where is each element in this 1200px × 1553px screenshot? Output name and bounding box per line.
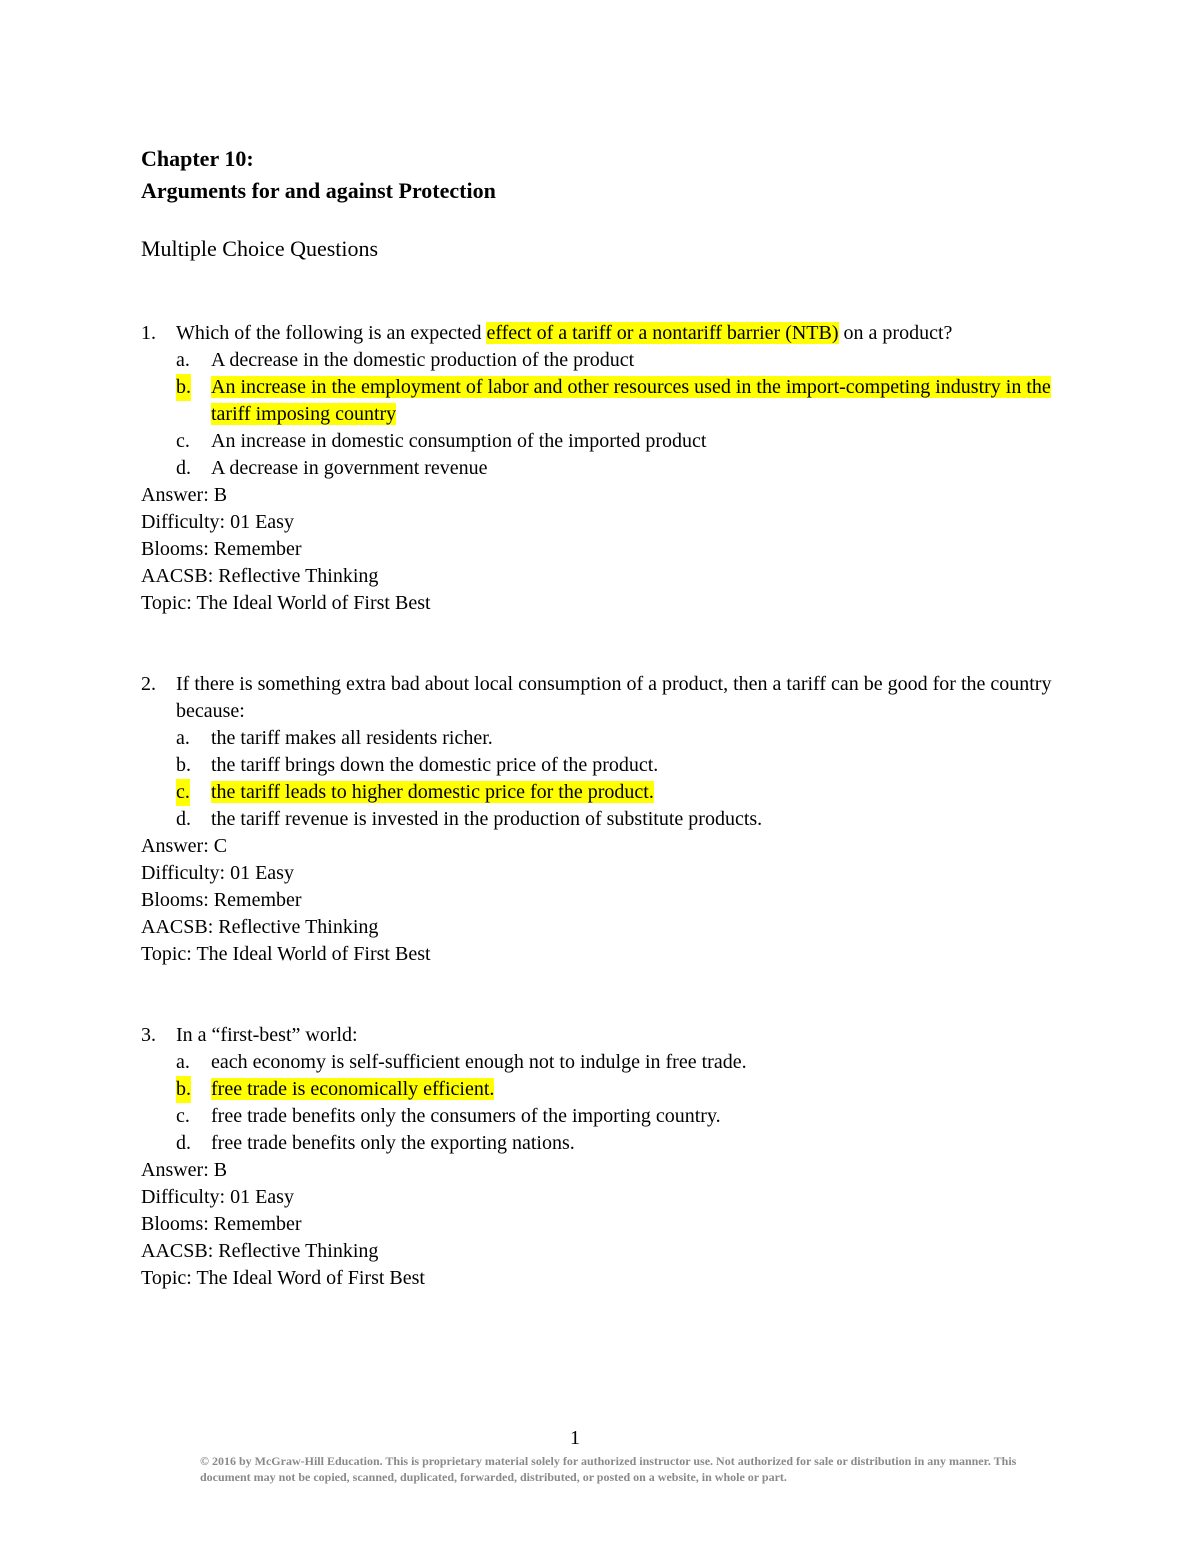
stem-text: If there is something extra bad about local consumption of a product, then a tariff can be good for the country because: — [176, 673, 1052, 722]
option-letter: c. — [176, 430, 190, 452]
answer-key: Answer: B — [141, 484, 228, 506]
option-letter: b. — [176, 754, 191, 776]
difficulty: Difficulty: 01 Easy — [141, 511, 294, 533]
aacsb: AACSB: Reflective Thinking — [141, 565, 379, 587]
page-number: 1 — [570, 1427, 580, 1449]
option-letter: c. — [176, 779, 190, 806]
option-text: An increase in the employment of labor and other resources used in the import-competing industry in the tariff imposing country — [211, 376, 1051, 425]
option-text: the tariff leads to higher domestic price for the product. — [211, 781, 654, 803]
topic: Topic: The Ideal World of First Best — [141, 943, 431, 965]
question-1 — [141, 320, 1081, 617]
answer-options — [141, 725, 1081, 833]
question-number: 1. — [141, 322, 156, 344]
answer-key: Answer: B — [141, 1159, 228, 1181]
option-text: free trade benefits only the consumers of the importing country. — [211, 1105, 721, 1127]
section-title: Multiple Choice Questions — [141, 236, 379, 261]
option-c-correct — [141, 779, 1081, 806]
option-letter: d. — [176, 457, 191, 479]
option-text: free trade benefits only the exporting nations. — [211, 1132, 575, 1154]
option-text: the tariff revenue is invested in the production of substitute products. — [211, 808, 763, 830]
topic: Topic: The Ideal Word of First Best — [141, 1267, 425, 1289]
option-b — [141, 752, 1081, 779]
question-3 — [141, 1022, 1081, 1292]
question-number: 2. — [141, 673, 156, 695]
document-body — [141, 143, 1081, 1292]
aacsb: AACSB: Reflective Thinking — [141, 1240, 379, 1262]
blooms: Blooms: Remember — [141, 1213, 302, 1235]
option-a — [141, 347, 1081, 374]
option-b-correct — [141, 1076, 1081, 1103]
option-b-correct — [141, 374, 1081, 428]
blooms: Blooms: Remember — [141, 538, 302, 560]
option-letter: a. — [176, 727, 190, 749]
option-d — [141, 455, 1081, 482]
blooms: Blooms: Remember — [141, 889, 302, 911]
aacsb: AACSB: Reflective Thinking — [141, 916, 379, 938]
answer-options — [141, 347, 1081, 482]
stem-text: In a “first-best” world: — [176, 1024, 358, 1046]
difficulty: Difficulty: 01 Easy — [141, 862, 294, 884]
chapter-subtitle: Arguments for and against Protection — [141, 178, 496, 203]
answer-options — [141, 1049, 1081, 1157]
option-letter: a. — [176, 349, 190, 371]
option-text: A decrease in the domestic production of the product — [211, 349, 635, 371]
chapter-title: Chapter 10: — [141, 146, 254, 171]
stem-text-end: on a product? — [838, 322, 953, 344]
option-letter: b. — [176, 374, 191, 401]
question-stem — [141, 320, 1081, 347]
option-text: the tariff makes all residents richer. — [211, 727, 493, 749]
option-letter: c. — [176, 1105, 190, 1127]
question-2 — [141, 671, 1081, 968]
option-d — [141, 1130, 1081, 1157]
option-letter: a. — [176, 1051, 190, 1073]
stem-highlighted-text: effect of a tariff or a nontariff barrier (NTB) — [486, 322, 839, 344]
copyright-notice: © 2016 by McGraw-Hill Education. This is proprietary material solely for authorized instructor use. Not authorized for sale or distribution in any manner. This document may not be copied, scanned, duplicated, forwarded, distributed, or posted on a website, in whole or part. — [200, 1454, 1017, 1484]
option-text: A decrease in government revenue — [211, 457, 488, 479]
topic: Topic: The Ideal World of First Best — [141, 592, 431, 614]
stem-text: Which of the following is an expected — [176, 322, 487, 344]
option-d — [141, 806, 1081, 833]
option-text: each economy is self-sufficient enough not to indulge in free trade. — [211, 1051, 747, 1073]
answer-key: Answer: C — [141, 835, 228, 857]
option-a — [141, 725, 1081, 752]
option-a — [141, 1049, 1081, 1076]
option-letter: b. — [176, 1076, 191, 1103]
difficulty: Difficulty: 01 Easy — [141, 1186, 294, 1208]
option-letter: d. — [176, 1132, 191, 1154]
option-c — [141, 1103, 1081, 1130]
page-footer — [200, 1425, 1045, 1485]
question-number: 3. — [141, 1024, 156, 1046]
option-text: An increase in domestic consumption of the imported product — [211, 430, 707, 452]
option-c — [141, 428, 1081, 455]
question-stem — [141, 1022, 1081, 1049]
option-text: the tariff brings down the domestic price of the product. — [211, 754, 659, 776]
option-letter: d. — [176, 808, 191, 830]
option-text: free trade is economically efficient. — [211, 1078, 495, 1100]
question-stem — [141, 671, 1081, 725]
